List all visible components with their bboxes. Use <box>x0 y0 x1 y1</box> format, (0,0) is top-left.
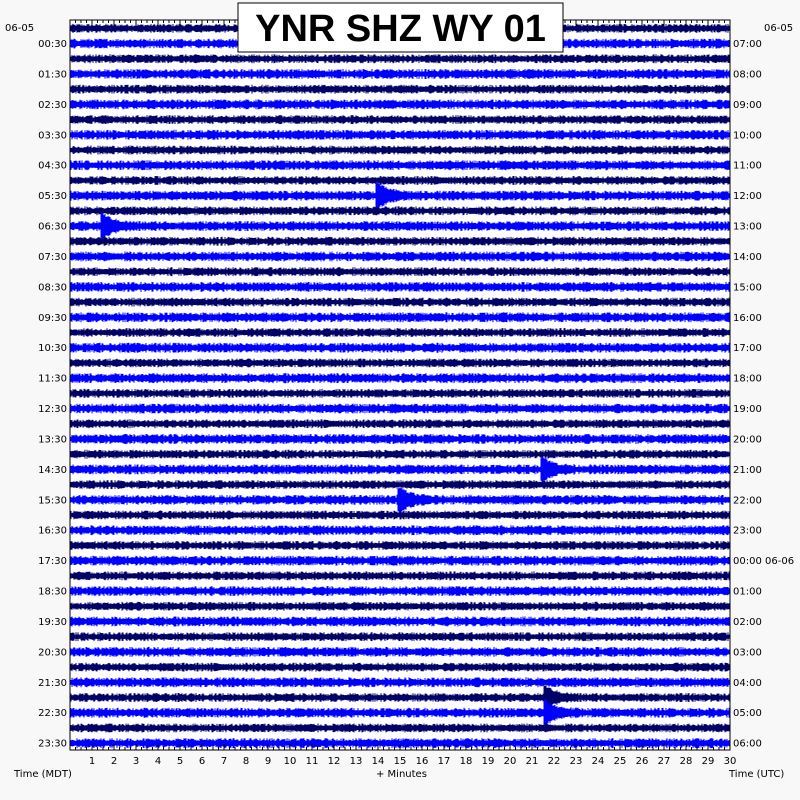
left-time-label: 11:30 <box>38 373 67 385</box>
date-left: 06-05 <box>5 23 35 34</box>
right-time-label: 02:00 <box>733 616 762 628</box>
x-tick-label: 9 <box>264 756 272 767</box>
right-time-label: 01:00 <box>733 586 762 598</box>
x-tick-label: 24 <box>591 756 605 767</box>
x-tick-label: 23 <box>569 756 583 767</box>
left-time-label: 07:30 <box>38 251 67 263</box>
left-time-label: 21:30 <box>38 677 67 689</box>
x-tick-label: 3 <box>132 756 140 767</box>
x-tick-label: 26 <box>635 756 649 767</box>
right-time-label: 11:00 <box>733 160 762 172</box>
right-time-label: 21:00 <box>733 464 762 476</box>
left-time-label: 03:30 <box>38 130 67 142</box>
left-time-label: 04:30 <box>38 160 67 172</box>
left-time-label: 13:30 <box>38 434 67 446</box>
xlabel-center: + Minutes <box>376 769 427 780</box>
right-time-label: 10:00 <box>733 130 762 142</box>
x-tick-label: 5 <box>176 756 184 767</box>
x-tick-label: 12 <box>327 756 341 767</box>
x-tick-label: 10 <box>283 756 297 767</box>
trace-line <box>70 115 730 124</box>
right-time-label: 16:00 <box>733 312 762 324</box>
x-tick-label: 25 <box>613 756 627 767</box>
x-tick-label: 22 <box>547 756 561 767</box>
chart-title: YNR SHZ WY 01 <box>255 8 546 50</box>
right-time-label: 18:00 <box>733 373 762 385</box>
left-time-label: 14:30 <box>38 464 67 476</box>
xlabel-right: Time (UTC) <box>729 769 785 780</box>
right-time-label: 06:00 <box>733 738 762 750</box>
x-tick-label: 17 <box>437 756 451 767</box>
left-time-label: 20:30 <box>38 647 67 659</box>
left-time-label: 16:30 <box>38 525 67 537</box>
left-time-label: 17:30 <box>38 556 67 568</box>
trace-line <box>70 99 730 109</box>
left-time-label: 19:30 <box>38 616 67 628</box>
x-tick-label: 11 <box>305 756 319 767</box>
left-time-label: 08:30 <box>38 282 67 294</box>
right-time-label: 23:00 <box>733 525 762 537</box>
left-time-label: 12:30 <box>38 404 67 416</box>
left-time-label: 22:30 <box>38 708 67 720</box>
x-tick-label: 1 <box>88 756 96 767</box>
x-tick-label: 7 <box>220 756 228 767</box>
date-right: 06-05 <box>764 23 794 34</box>
x-tick-label: 6 <box>198 756 206 767</box>
x-tick-label: 18 <box>459 756 473 767</box>
trace-line <box>70 176 730 185</box>
x-tick-label: 20 <box>503 756 517 767</box>
left-time-label: 01:30 <box>38 69 67 81</box>
x-tick-label: 4 <box>154 756 162 767</box>
x-tick-label: 16 <box>415 756 429 767</box>
left-time-label: 02:30 <box>38 99 67 111</box>
right-time-label: 17:00 <box>733 343 762 355</box>
right-time-label: 15:00 <box>733 282 762 294</box>
x-tick-label: 8 <box>242 756 250 767</box>
x-tick-label: 30 <box>723 756 737 767</box>
right-time-label: 20:00 <box>733 434 762 446</box>
x-tick-label: 27 <box>657 756 671 767</box>
right-time-label: 04:00 <box>733 677 762 689</box>
trace-line <box>70 146 730 155</box>
right-time-label: 12:00 <box>733 191 762 203</box>
x-tick-label: 13 <box>349 756 363 767</box>
right-time-label: 07:00 <box>733 39 762 51</box>
x-tick-label: 14 <box>371 756 385 767</box>
x-tick-label: 21 <box>525 756 539 767</box>
x-tick-label: 28 <box>679 756 693 767</box>
trace-line <box>70 511 730 520</box>
right-time-label: 19:00 <box>733 404 762 416</box>
right-time-label: 00:00 06-06 <box>733 556 795 568</box>
trace-line <box>70 602 730 611</box>
left-time-label: 15:30 <box>38 495 67 507</box>
right-time-label: 14:00 <box>733 251 762 263</box>
x-tick-label: 29 <box>701 756 715 767</box>
right-time-label: 03:00 <box>733 647 762 659</box>
x-tick-label: 2 <box>110 756 118 767</box>
x-tick-label: 19 <box>481 756 495 767</box>
right-time-label: 05:00 <box>733 708 762 720</box>
left-time-label: 18:30 <box>38 586 67 598</box>
left-time-label: 00:30 <box>38 39 67 51</box>
left-time-label: 09:30 <box>38 312 67 324</box>
trace-line <box>70 450 730 459</box>
right-time-label: 08:00 <box>733 69 762 81</box>
right-time-label: 09:00 <box>733 99 762 111</box>
left-time-label: 06:30 <box>38 221 67 233</box>
right-time-label: 13:00 <box>733 221 762 233</box>
xlabel-left: Time (MDT) <box>14 769 72 780</box>
x-tick-label: 15 <box>393 756 407 767</box>
left-time-label: 05:30 <box>38 191 67 203</box>
trace-line <box>70 252 730 262</box>
left-time-label: 10:30 <box>38 343 67 355</box>
right-time-label: 22:00 <box>733 495 762 507</box>
left-time-label: 23:30 <box>38 738 67 750</box>
